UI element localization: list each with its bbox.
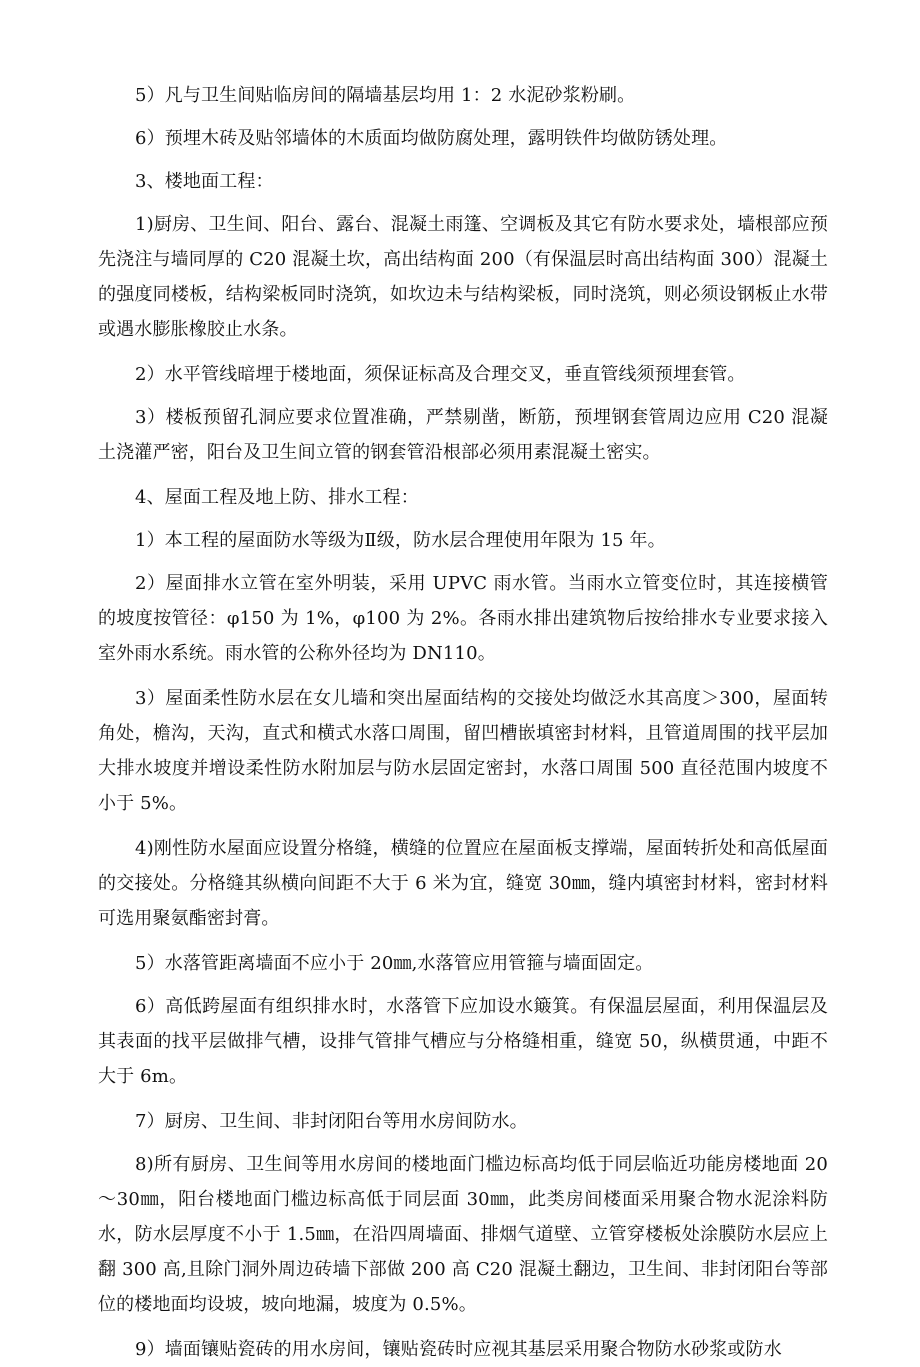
paragraph-roof-2: 2）屋面排水立管在室外明装，采用 UPVC 雨水管。当雨水立管变位时，其连接横管的坡度按管径：φ150 为 1%，φ100 为 2%。各雨水排出建筑物后按给排水专业要求接入室外雨水系统。雨水管的公称外径均为 DN110。 <box>98 573 828 664</box>
paragraph-item-6-anticorrosion: 6）预埋木砖及贴邻墙体的木质面均做防腐处理，露明铁件均做防锈处理。 <box>135 128 728 149</box>
section-heading-roof: 4、屋面工程及地上防、排水工程： <box>135 487 419 508</box>
paragraph-roof-6: 6）高低跨屋面有组织排水时，水落管下应加设水簸箕。有保温层屋面，利用保温层及其表面的找平层做排气槽，设排气管排气槽应与分格缝相重，缝宽 50，纵横贯通，中距不大于 6m。 <box>98 996 828 1087</box>
section-heading-floor: 3、楼地面工程： <box>135 171 274 192</box>
paragraph-item-5-partition: 5）凡与卫生间贴临房间的隔墙基层均用 1：2 水泥砂浆粉刷。 <box>135 85 636 106</box>
paragraph-roof-9: 9）墙面镶贴瓷砖的用水房间，镶贴瓷砖时应视其基层采用聚合物防水砂浆或防水 <box>135 1339 782 1360</box>
paragraph-roof-3: 3）屋面柔性防水层在女儿墙和突出屋面结构的交接处均做泛水其高度＞300，屋面转角处，檐沟，天沟，直式和横式水落口周围，留凹槽嵌填密封材料，且管道周围的找平层加大排水坡度并增设柔性防水附加层与防水层固定密封，水落口周围 500 直径范围内坡度不小于 5%。 <box>98 688 828 814</box>
paragraph-floor-2: 2）水平管线暗埋于楼地面，须保证标高及合理交叉，垂直管线须预埋套管。 <box>135 364 746 385</box>
paragraph-floor-3: 3）楼板预留孔洞应要求位置准确，严禁剔凿，断筋，预埋钢套管周边应用 C20 混凝土浇灌严密，阳台及卫生间立管的钢套管沿根部必须用素混凝土密实。 <box>98 407 828 463</box>
paragraph-roof-8: 8)所有厨房、卫生间等用水房间的楼地面门槛边标高均低于同层临近功能房楼地面 20～30㎜，阳台楼地面门槛边标高低于同层面 30㎜，此类房间楼面采用聚合物水泥涂料防水，防水层厚度不小于 1.5㎜，在沿四周墙面、排烟气道壁、立管穿楼板处涂膜防水层应上翻 300 高,且除门洞外周边砖墙下部做 200 高 C20 混凝土翻边，卫生间、非封闭阳台等部位的楼地面均设坡，坡向地漏，坡度为 0.5%。 <box>98 1154 828 1315</box>
paragraph-roof-5: 5）水落管距离墙面不应小于 20㎜,水落管应用管箍与墙面固定。 <box>135 953 654 974</box>
paragraph-roof-1: 1）本工程的屋面防水等级为Ⅱ级，防水层合理使用年限为 15 年。 <box>135 530 666 551</box>
paragraph-roof-7: 7）厨房、卫生间、非封闭阳台等用水房间防水。 <box>135 1111 528 1132</box>
paragraph-floor-1: 1)厨房、卫生间、阳台、露台、混凝土雨篷、空调板及其它有防水要求处，墙根部应预先浇注与墙同厚的 C20 混凝土坎，高出结构面 200（有保温层时高出结构面 300）混凝土的强度同楼板，结构梁板同时浇筑，如坎边未与结构梁板，同时浇筑，则必须设钢板止水带或遇水膨胀橡胶止水条。 <box>98 214 828 340</box>
paragraph-roof-4: 4)刚性防水屋面应设置分格缝，横缝的位置应在屋面板支撑端，屋面转折处和高低屋面的交接处。分格缝其纵横向间距不大于 6 米为宜，缝宽 30㎜，缝内填密封材料，密封材料可选用聚氨酯密封膏。 <box>98 838 828 929</box>
